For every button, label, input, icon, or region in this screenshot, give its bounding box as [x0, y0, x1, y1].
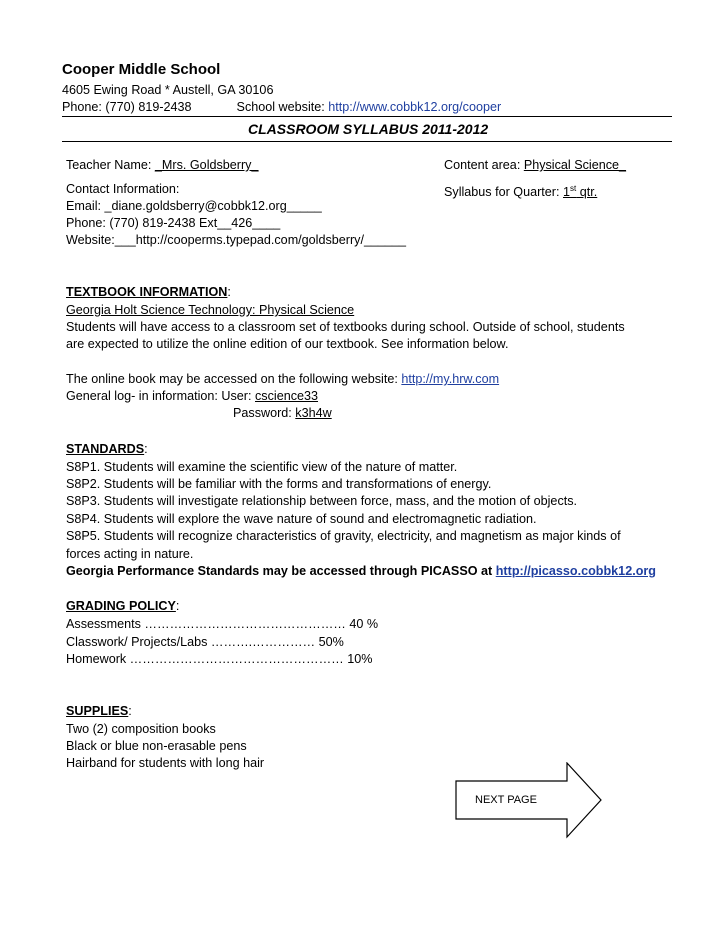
- header-rule: [62, 116, 672, 117]
- school-phone-line: [62, 98, 501, 116]
- next-page-arrow[interactable]: [455, 762, 605, 840]
- supplies-heading-line: [66, 702, 132, 720]
- supply-item: Two (2) composition books: [66, 722, 216, 736]
- title-rule: [62, 141, 672, 142]
- school-website-link[interactable]: http://www.cobbk12.org/cooper: [328, 100, 502, 114]
- textbook-heading: TEXTBOOK INFORMATION: [66, 285, 228, 299]
- supplies-heading: SUPPLIES: [66, 704, 129, 718]
- teacher-phone: Phone: (770) 819-2438 Ext__426____: [66, 216, 281, 230]
- grading-heading: GRADING POLICY: [66, 599, 176, 613]
- standard-item: forces acting in nature.: [66, 547, 194, 561]
- content-area-value: Physical Science_: [523, 158, 627, 172]
- standard-item: S8P5. Students will recognize characteristics of gravity, electricity, and magnetism as major kinds of: [66, 529, 621, 543]
- standard-item: S8P1. Students will examine the scientific view of the nature of matter.: [66, 460, 458, 474]
- grading-item: Classwork/ Projects/Labs ……….…………… 50%: [66, 635, 344, 649]
- supplies-colon: :: [128, 704, 132, 718]
- textbook-title: Georgia Holt Science Technology: Physical Science: [66, 303, 355, 317]
- quarter-value: [563, 185, 597, 199]
- standard-item: S8P4. Students will explore the wave nature of sound and electromagnetic radiation.: [66, 512, 537, 526]
- textbook-desc-1: Students will have access to a classroom set of textbooks during school. Outside of school, students: [66, 320, 625, 334]
- gps-line: [66, 562, 656, 580]
- standard-item: S8P2. Students will be familiar with the forms and transformations of energy.: [66, 477, 492, 491]
- grading-colon: :: [175, 599, 180, 613]
- syllabus-title: CLASSROOM SYLLABUS 2011-2012: [248, 121, 489, 137]
- quarter-label: Syllabus for Quarter:: [444, 185, 563, 200]
- teacher-name-line: [66, 156, 259, 174]
- supply-item: Black or blue non-erasable pens: [66, 739, 247, 753]
- grading-item: Homework …………………………………………… 10%: [66, 652, 373, 666]
- next-page-label: NEXT PAGE: [475, 794, 537, 806]
- textbook-desc-2: are expected to utilize the online edition of our textbook. See information below.: [66, 337, 509, 351]
- quarter-number: 1: [563, 185, 571, 200]
- password-line: [233, 404, 332, 422]
- textbook-heading-line: [66, 283, 231, 301]
- login-user: cscience33: [255, 389, 319, 403]
- content-area-line: [444, 156, 626, 174]
- online-book-line: [66, 370, 499, 388]
- teacher-email: Email: _diane.goldsberry@cobbk12.org_____: [66, 199, 322, 213]
- quarter-suffix: qtr.: [576, 185, 598, 200]
- teacher-website: Website:___http://cooperms.typepad.com/goldsberry/______: [66, 233, 407, 247]
- gps-text: Georgia Performance Standards may be accessed through PICASSO at: [66, 564, 496, 578]
- standards-heading-line: [66, 440, 148, 458]
- contact-info-label: Contact Information:: [66, 182, 180, 196]
- standard-item: S8P3. Students will investigate relationship between force, mass, and the motion of objects.: [66, 494, 578, 508]
- password-value: k3h4w: [295, 406, 332, 420]
- quarter-superscript: st: [570, 184, 577, 193]
- content-area-label: Content area:: [444, 158, 524, 172]
- gps-link[interactable]: http://picasso.cobbk12.org: [495, 564, 656, 578]
- password-label: Password:: [233, 406, 296, 420]
- textbook-colon: :: [227, 285, 231, 299]
- grading-item: Assessments ………………………………………… 40 %: [66, 617, 379, 631]
- standards-colon: :: [144, 442, 148, 456]
- school-phone: Phone: (770) 819-2438: [62, 100, 192, 114]
- teacher-name-label: Teacher Name:: [66, 158, 155, 172]
- school-website-label: School website:: [236, 100, 325, 114]
- school-address: 4605 Ewing Road * Austell, GA 30106: [62, 83, 274, 97]
- online-book-link[interactable]: http://my.hrw.com: [401, 372, 500, 386]
- quarter-line: [444, 180, 597, 201]
- supply-item: Hairband for students with long hair: [66, 756, 265, 770]
- login-line: [66, 387, 318, 405]
- school-name: Cooper Middle School: [62, 61, 221, 78]
- login-text: General log- in information: User:: [66, 389, 255, 403]
- grading-heading-line: [66, 597, 179, 615]
- standards-heading: STANDARDS: [66, 442, 145, 456]
- online-book-text: The online book may be accessed on the following website:: [66, 372, 402, 386]
- teacher-name-value: _Mrs. Goldsberry_: [154, 158, 259, 172]
